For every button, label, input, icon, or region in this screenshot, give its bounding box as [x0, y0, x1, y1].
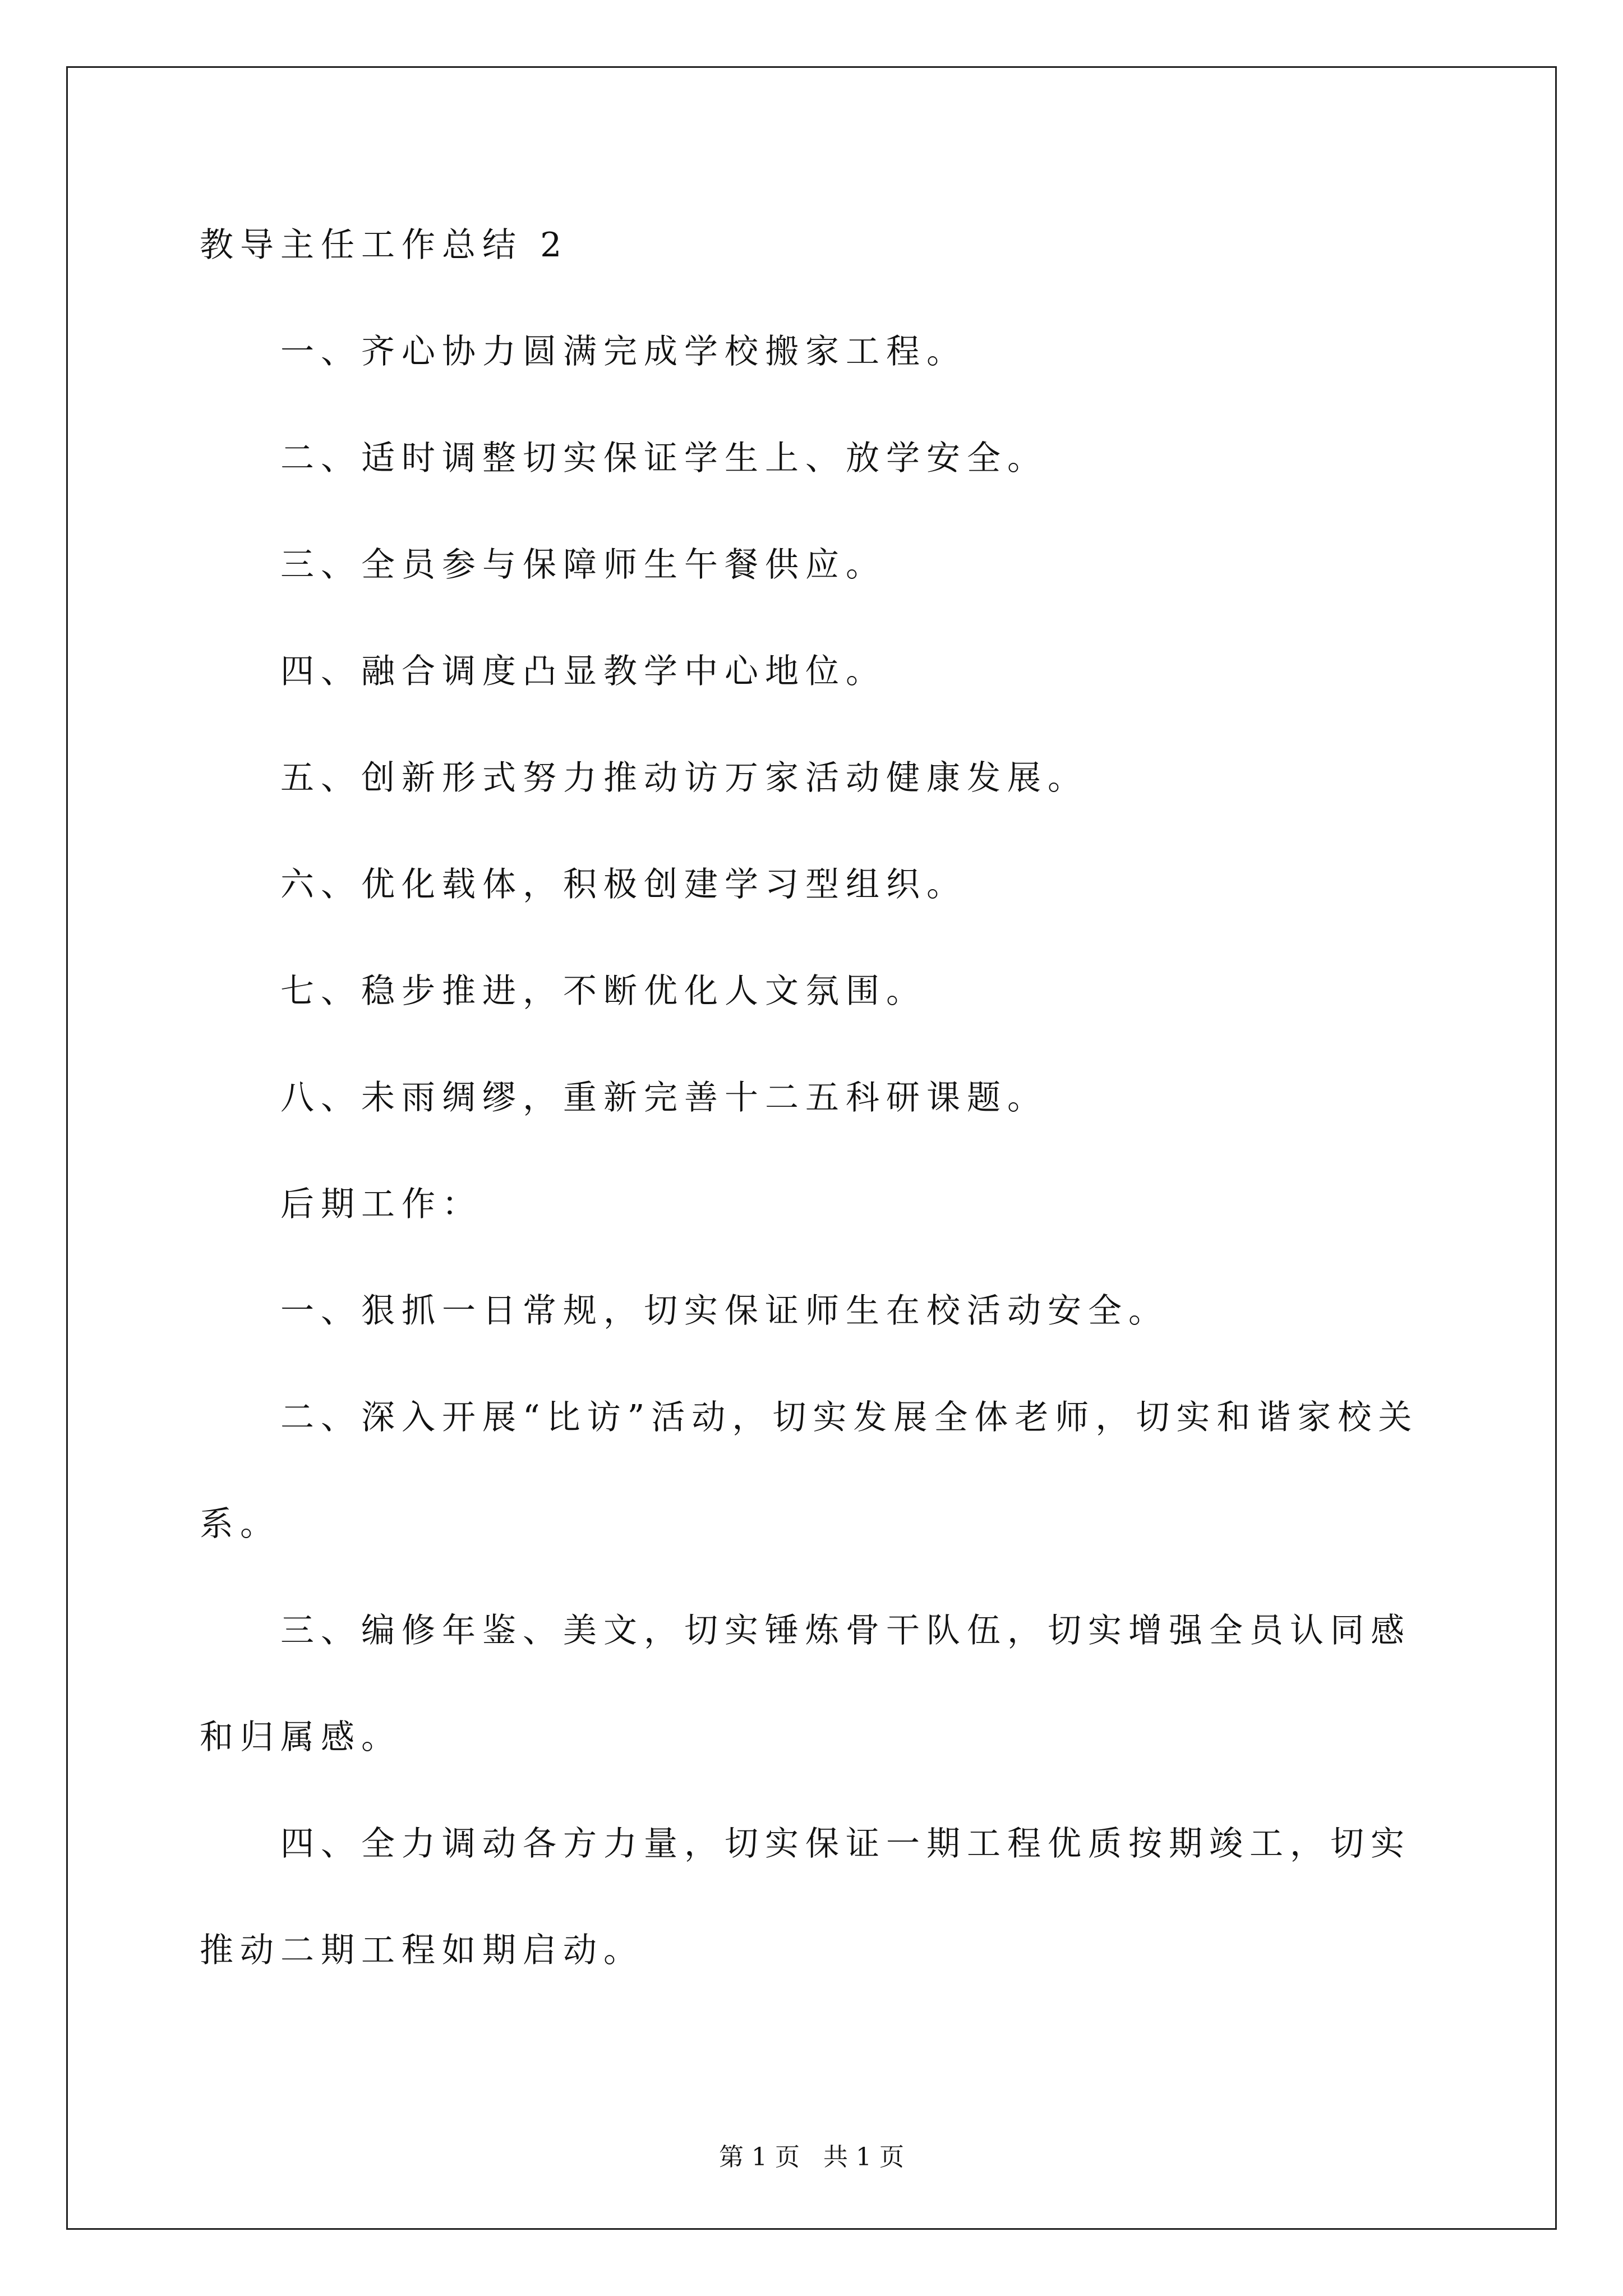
paragraph-7: 七、稳步推进，不断优化人文氛围。 [280, 972, 926, 1011]
paragraph-5: 五、创新形式努力推动访万家活动健康发展。 [280, 758, 1088, 798]
paragraph-11: 三、编修年鉴、美文，切实锤炼骨干队伍，切实增强全员认同感和归属感。 [200, 1611, 1411, 1757]
paragraph-8: 八、未雨绸缪，重新完善十二五科研课题。 [280, 1078, 1048, 1117]
page-footer: 第 1 页 共 1 页 [719, 2143, 904, 2171]
paragraph-9: 一、狠抓一日常规，切实保证师生在校活动安全。 [280, 1291, 1169, 1331]
section-heading-later-work: 后期工作： [280, 1185, 482, 1224]
paragraph-12: 四、全力调动各方力量，切实保证一期工程优质按期竣工，切实推动二期工程如期启动。 [200, 1824, 1411, 1970]
paragraph-1: 一、齐心协力圆满完成学校搬家工程。 [280, 332, 967, 371]
paragraph-2: 二、适时调整切实保证学生上、放学安全。 [280, 439, 1048, 478]
paragraph-4: 四、融合调度凸显教学中心地位。 [280, 652, 886, 691]
paragraph-3: 三、全员参与保障师生午餐供应。 [280, 545, 886, 585]
document-body [200, 222, 1428, 2004]
paragraph-10: 二、深入开展“比访”活动，切实发展全体老师，切实和谐家校关系。 [200, 1398, 1419, 1544]
document-title: 教导主任工作总结 2 [200, 226, 569, 265]
paragraph-6: 六、优化载体，积极创建学习型组织。 [280, 865, 967, 904]
